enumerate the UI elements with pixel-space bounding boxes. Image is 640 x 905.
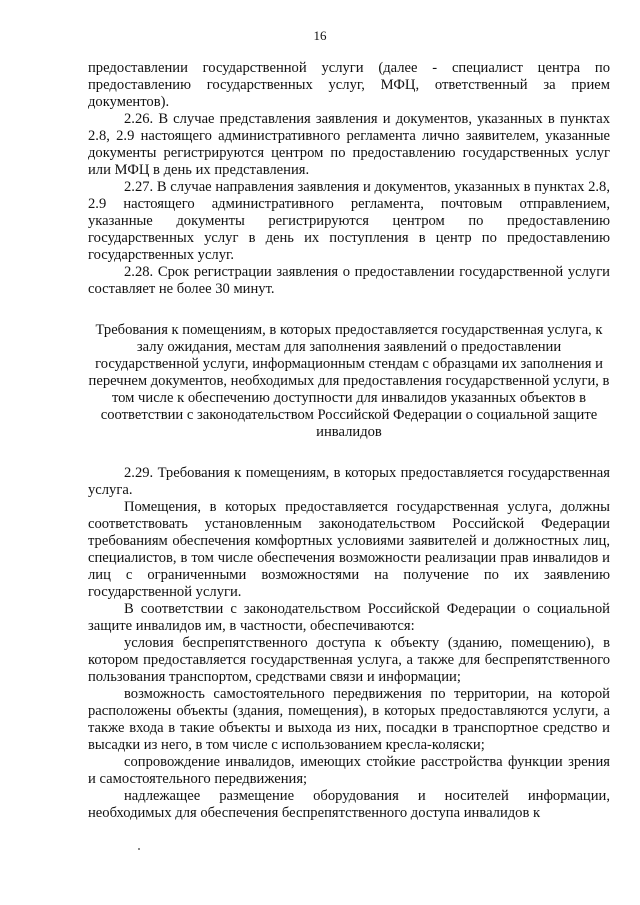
section-heading: Требования к помещениям, в которых предоставляется государственная услуга, к залу ожидания, местам для заполнения заявлений о предоставлении государственной услуги, информационным стендам с образцами их заполнения и перечнем документов, необходимых для предоставления государственной услуги, в том числе к обеспечению доступности для инвалидов указанных объектов в соответствии с законодательством Российской Федерации о социальной защите инвалидов <box>88 322 610 440</box>
paragraph-2-26: 2.26. В случае представления заявления и документов, указанных в пунктах 2.8, 2.9 настоящего административного регламента лично заявителем, указанные документы регистрируются центром по предоставлению государственных услуг или МФЦ в день их представления. <box>88 111 610 178</box>
document-body <box>88 60 610 822</box>
list-item-equipment: надлежащее размещение оборудования и носителей информации, необходимых для обеспечения беспрепятственного доступа инвалидов к <box>88 788 610 821</box>
paragraph-2-28: 2.28. Срок регистрации заявления о предоставлении государственной услуги составляет не более 30 минут. <box>88 264 610 297</box>
scan-speck <box>138 848 140 850</box>
list-item-movement: возможность самостоятельного передвижения по территории, на которой расположены объекты (здания, помещения), в которых предоставляются услуги, а также входа в такие объекты и выхода из них, посадки в транспортное средство и высадки из него, в том числе с использованием кресла-коляски; <box>88 686 610 753</box>
paragraph-2-27: 2.27. В случае направления заявления и документов, указанных в пунктах 2.8, 2.9 настоящего административного регламента, почтовым отправлением, указанные документы регистрируются центром по предоставлению государственных услуг в день их поступления в центр по предоставлению государственных услуг. <box>88 179 610 263</box>
paragraph-social-protection: В соответствии с законодательством Российской Федерации о социальной защите инвалидов им, в частности, обеспечиваются: <box>88 601 610 634</box>
page-number: 16 <box>313 28 327 43</box>
paragraph-2-29: 2.29. Требования к помещениям, в которых предоставляется государственная услуга. <box>88 465 610 498</box>
paragraph-continuation: предоставлении государственной услуги (далее - специалист центра по предоставлению государственных услуг, МФЦ, ответственный за прием документов). <box>88 60 610 110</box>
list-item-escort: сопровождение инвалидов, имеющих стойкие расстройства функции зрения и самостоятельного передвижения; <box>88 754 610 787</box>
list-item-access-conditions: условия беспрепятственного доступа к объекту (зданию, помещению), в котором предоставляется государственная услуга, а также для беспрепятственного пользования транспортом, средствами связи и информации; <box>88 635 610 685</box>
paragraph-premises: Помещения, в которых предоставляется государственная услуга, должны соответствовать установленным законодательством Российской Федерации требованиям обеспечения комфортных условиями заявителей и должностных лиц, специалистов, в том числе обеспечения возможности реализации прав инвалидов и лиц с ограниченными возможностями на получение по их заявлению государственной услуги. <box>88 499 610 600</box>
